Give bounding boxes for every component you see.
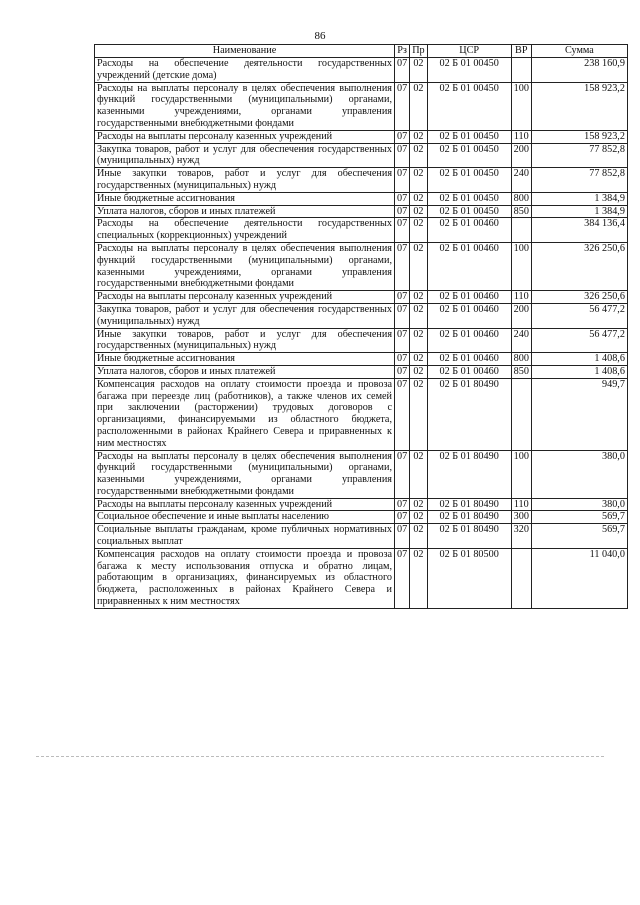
row-vr: 100: [511, 450, 531, 498]
row-name: Закупка товаров, работ и услуг для обеспечения государственных (муниципальных) нужд: [95, 143, 395, 168]
row-rz: 07: [395, 130, 410, 143]
row-vr: 100: [511, 82, 531, 130]
row-sum: 326 250,6: [531, 242, 627, 290]
row-csr: 02 Б 01 00450: [427, 58, 511, 83]
row-rz: 07: [395, 511, 410, 524]
row-sum: 1 384,9: [531, 205, 627, 218]
row-vr: 240: [511, 328, 531, 353]
row-name: Социальные выплаты гражданам, кроме публичных нормативных социальных выплат: [95, 524, 395, 549]
row-name: Расходы на обеспечение деятельности государственных учреждений (детские дома): [95, 58, 395, 83]
row-vr: 850: [511, 365, 531, 378]
row-pr: 02: [410, 82, 427, 130]
row-csr: 02 Б 01 00460: [427, 291, 511, 304]
row-vr: 800: [511, 192, 531, 205]
table-row: [95, 524, 628, 549]
table-row: [95, 353, 628, 366]
row-sum: 77 852,8: [531, 168, 627, 193]
table-row: [95, 58, 628, 83]
row-vr: 200: [511, 303, 531, 328]
row-csr: 02 Б 01 00460: [427, 242, 511, 290]
row-csr: 02 Б 01 00460: [427, 365, 511, 378]
row-pr: 02: [410, 450, 427, 498]
row-vr: [511, 378, 531, 450]
row-name: Компенсация расходов на оплату стоимости проезда и провоза багажа к месту использования отпуска и обратно лицам, работающим в организациях, финансируемых из областного бюджета, расположенных в районах Крайнего Севера и приравненных к ним местностях: [95, 548, 395, 608]
row-vr: 300: [511, 511, 531, 524]
row-csr: 02 Б 01 80490: [427, 378, 511, 450]
table-row: [95, 548, 628, 608]
row-rz: 07: [395, 365, 410, 378]
row-name: Расходы на выплаты персоналу в целях обеспечения выполнения функций государственными (муниципальными) органами, казенными учреждениями, органами управления государственными внебюджетными фондами: [95, 82, 395, 130]
row-vr: 100: [511, 242, 531, 290]
row-name: Компенсация расходов на оплату стоимости проезда и провоза багажа при переезде лиц (работников), а также членов их семей при заключении (расторжении) трудовых договоров с организациями, финансируемыми из областного бюджета, расположенными в районах Крайнего Севера и приравненных к ним местностях: [95, 378, 395, 450]
row-name: Расходы на выплаты персоналу в целях обеспечения выполнения функций государственными (муниципальными) органами, казенными учреждениями, органами управления государственными внебюджетными фондами: [95, 450, 395, 498]
row-pr: 02: [410, 143, 427, 168]
row-pr: 02: [410, 58, 427, 83]
row-csr: 02 Б 01 00460: [427, 353, 511, 366]
table-row: [95, 242, 628, 290]
row-rz: 07: [395, 548, 410, 608]
table-row: [95, 365, 628, 378]
row-pr: 02: [410, 328, 427, 353]
row-pr: 02: [410, 205, 427, 218]
row-csr: 02 Б 01 00460: [427, 328, 511, 353]
budget-table: [94, 44, 628, 609]
table-header-row: [95, 45, 628, 58]
row-vr: 800: [511, 353, 531, 366]
row-csr: 02 Б 01 00450: [427, 168, 511, 193]
table-row: [95, 82, 628, 130]
row-csr: 02 Б 01 00450: [427, 82, 511, 130]
row-name: Расходы на выплаты персоналу казенных учреждений: [95, 291, 395, 304]
row-csr: 02 Б 01 80490: [427, 511, 511, 524]
row-vr: 200: [511, 143, 531, 168]
table-row: [95, 450, 628, 498]
row-rz: 07: [395, 291, 410, 304]
row-csr: 02 Б 01 80490: [427, 450, 511, 498]
row-name: Уплата налогов, сборов и иных платежей: [95, 205, 395, 218]
row-rz: 07: [395, 328, 410, 353]
header-pr: Пр: [410, 45, 427, 58]
row-vr: 320: [511, 524, 531, 549]
row-rz: 07: [395, 524, 410, 549]
row-vr: 240: [511, 168, 531, 193]
row-vr: 850: [511, 205, 531, 218]
row-vr: 110: [511, 130, 531, 143]
row-csr: 02 Б 01 00460: [427, 303, 511, 328]
row-sum: 326 250,6: [531, 291, 627, 304]
row-sum: 1 408,6: [531, 365, 627, 378]
row-sum: 569,7: [531, 524, 627, 549]
page-number: 86: [314, 30, 326, 42]
row-csr: 02 Б 01 00450: [427, 130, 511, 143]
row-rz: 07: [395, 82, 410, 130]
row-pr: 02: [410, 242, 427, 290]
header-name: Наименование: [95, 45, 395, 58]
table-row: [95, 192, 628, 205]
row-sum: 56 477,2: [531, 328, 627, 353]
row-pr: 02: [410, 365, 427, 378]
table-row: [95, 218, 628, 243]
row-csr: 02 Б 01 00450: [427, 143, 511, 168]
row-rz: 07: [395, 242, 410, 290]
row-rz: 07: [395, 450, 410, 498]
header-sum: Сумма: [531, 45, 627, 58]
row-csr: 02 Б 01 80500: [427, 548, 511, 608]
row-pr: 02: [410, 168, 427, 193]
header-vr: ВР: [511, 45, 531, 58]
row-vr: 110: [511, 291, 531, 304]
row-pr: 02: [410, 511, 427, 524]
row-csr: 02 Б 01 00460: [427, 218, 511, 243]
row-rz: 07: [395, 218, 410, 243]
row-pr: 02: [410, 303, 427, 328]
table-row: [95, 291, 628, 304]
row-rz: 07: [395, 378, 410, 450]
row-vr: [511, 218, 531, 243]
table-row: [95, 130, 628, 143]
table-row: [95, 511, 628, 524]
row-rz: 07: [395, 168, 410, 193]
row-vr: [511, 548, 531, 608]
row-pr: 02: [410, 192, 427, 205]
table-row: [95, 168, 628, 193]
row-name: Иные бюджетные ассигнования: [95, 353, 395, 366]
row-pr: 02: [410, 291, 427, 304]
row-name: Расходы на выплаты персоналу в целях обеспечения выполнения функций государственными (муниципальными) органами, казенными учреждениями, органами управления государственными внебюджетными фондами: [95, 242, 395, 290]
row-pr: 02: [410, 378, 427, 450]
header-rz: Рз: [395, 45, 410, 58]
header-csr: ЦСР: [427, 45, 511, 58]
row-name: Уплата налогов, сборов и иных платежей: [95, 365, 395, 378]
row-name: Расходы на обеспечение деятельности государственных специальных (коррекционных) учреждений: [95, 218, 395, 243]
row-csr: 02 Б 01 80490: [427, 524, 511, 549]
row-sum: 11 040,0: [531, 548, 627, 608]
row-pr: 02: [410, 353, 427, 366]
row-sum: 158 923,2: [531, 130, 627, 143]
table-row: [95, 378, 628, 450]
row-vr: 110: [511, 498, 531, 511]
table-row: [95, 143, 628, 168]
row-name: Иные закупки товаров, работ и услуг для обеспечения государственных (муниципальных) нужд: [95, 328, 395, 353]
row-name: Иные закупки товаров, работ и услуг для обеспечения государственных (муниципальных) нужд: [95, 168, 395, 193]
footer-divider: [36, 756, 604, 757]
row-sum: 569,7: [531, 511, 627, 524]
row-sum: 384 136,4: [531, 218, 627, 243]
row-vr: [511, 58, 531, 83]
row-sum: 1 384,9: [531, 192, 627, 205]
row-name: Иные бюджетные ассигнования: [95, 192, 395, 205]
row-name: Расходы на выплаты персоналу казенных учреждений: [95, 130, 395, 143]
row-sum: 1 408,6: [531, 353, 627, 366]
row-pr: 02: [410, 548, 427, 608]
row-rz: 07: [395, 58, 410, 83]
row-pr: 02: [410, 218, 427, 243]
row-sum: 56 477,2: [531, 303, 627, 328]
row-rz: 07: [395, 353, 410, 366]
row-sum: 158 923,2: [531, 82, 627, 130]
row-sum: 949,7: [531, 378, 627, 450]
table-row: [95, 205, 628, 218]
row-name: Расходы на выплаты персоналу казенных учреждений: [95, 498, 395, 511]
row-sum: 238 160,9: [531, 58, 627, 83]
row-csr: 02 Б 01 00450: [427, 192, 511, 205]
row-sum: 380,0: [531, 498, 627, 511]
row-rz: 07: [395, 303, 410, 328]
row-pr: 02: [410, 498, 427, 511]
row-rz: 07: [395, 205, 410, 218]
table-row: [95, 328, 628, 353]
row-rz: 07: [395, 192, 410, 205]
row-name: Закупка товаров, работ и услуг для обеспечения государственных (муниципальных) нужд: [95, 303, 395, 328]
row-csr: 02 Б 01 00450: [427, 205, 511, 218]
row-name: Социальное обеспечение и иные выплаты населению: [95, 511, 395, 524]
row-pr: 02: [410, 524, 427, 549]
table-row: [95, 498, 628, 511]
row-pr: 02: [410, 130, 427, 143]
table-row: [95, 303, 628, 328]
row-sum: 380,0: [531, 450, 627, 498]
row-csr: 02 Б 01 80490: [427, 498, 511, 511]
row-rz: 07: [395, 498, 410, 511]
row-sum: 77 852,8: [531, 143, 627, 168]
row-rz: 07: [395, 143, 410, 168]
